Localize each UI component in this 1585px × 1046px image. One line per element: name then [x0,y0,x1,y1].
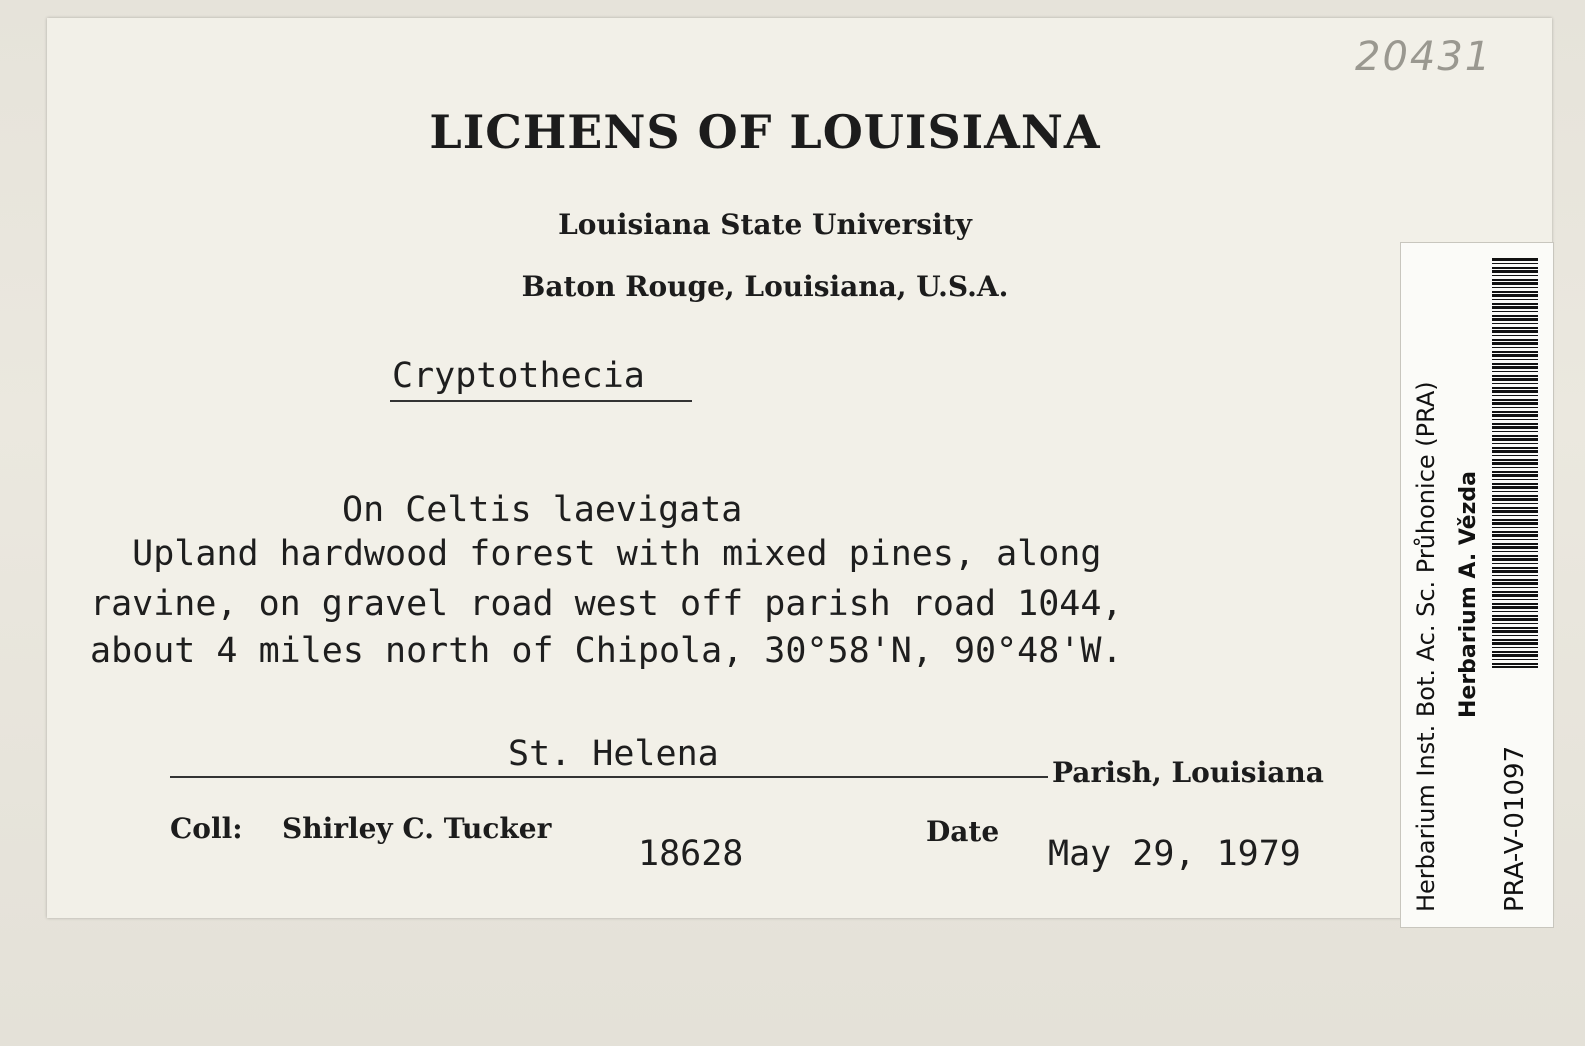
habitat-line-3: about 4 miles north of Chipola, 30°58'N, 90°48'W. [90,631,1123,671]
label-title: LICHENS OF LOUISIANA [429,105,1101,159]
barcode-id: PRA-V-01097 [1500,745,1530,912]
parish-name: St. Helena [508,734,719,774]
habitat-line-1: Upland hardwood forest with mixed pines, along [90,534,1102,574]
institution-name: Louisiana State University [558,208,972,241]
institution-location: Baton Rouge, Louisiana, U.S.A. [521,270,1009,303]
parish-suffix: Parish, Louisiana [1052,756,1324,789]
collection-number: 18628 [638,834,744,874]
coll-label: Coll: [170,812,243,845]
collector-name: Shirley C. Tucker [282,812,552,845]
date-label: Date [926,815,1000,848]
collection-date: May 29, 1979 [1048,834,1301,874]
parish-underline [170,776,1048,778]
genus-underline [390,400,692,402]
habitat-line-2: ravine, on gravel road west off parish road 1044, [90,584,1123,624]
substrate-text: On Celtis laevigata [342,490,743,530]
herbarium-subcollection: Herbarium A. Vězda [1456,470,1481,718]
genus-name: Cryptothecia [392,356,645,396]
handwritten-number: 20431 [1355,34,1493,80]
herbarium-name: Herbarium Inst. Bot. Ac. Sc. Průhonice (PRA) [1412,381,1440,912]
barcode [1492,258,1538,668]
